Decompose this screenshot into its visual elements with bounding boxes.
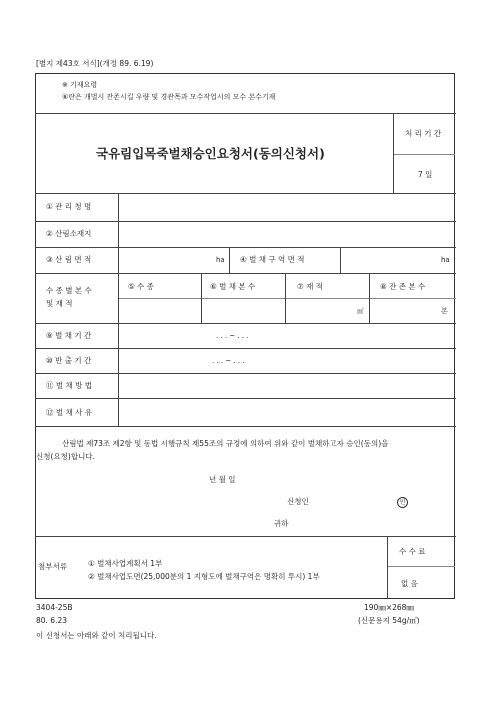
processing-period-value: 7 일 xyxy=(418,170,433,179)
harvest-area-label: ④ 벌 채 구 역 면 적 xyxy=(240,255,305,264)
remaining-unit: 본 xyxy=(441,307,448,315)
harvest-reason-label: ⑫ 벌 채 사 유 xyxy=(46,408,93,417)
species-label-2: 및 재 적 xyxy=(46,299,73,308)
harvest-period-value: . . . ~ . . . xyxy=(216,332,249,340)
divider xyxy=(35,273,456,274)
paper-type: (신문용지 54g/㎡) xyxy=(358,616,420,625)
divider xyxy=(35,398,456,399)
divider xyxy=(35,323,456,324)
agency-label: ① 관 리 청 명 xyxy=(46,202,92,211)
divider xyxy=(369,273,370,323)
divider xyxy=(393,154,455,155)
divider xyxy=(387,536,388,599)
divider xyxy=(393,113,394,193)
divider xyxy=(387,566,455,567)
forest-area-label: ③ 산 림 면 적 xyxy=(46,255,92,264)
divider xyxy=(35,348,456,349)
statement-text: 산림법 제73조 제2항 및 동법 시행규칙 제55조의 규정에 의하여 위와 같이 벌채하고자 승인(동의)을 xyxy=(62,439,389,448)
divider xyxy=(35,247,456,248)
volume-header: ⑦ 재 적 xyxy=(297,282,323,291)
form-date: 80. 6.23 xyxy=(36,616,68,625)
tree-count-header: ⑥ 벌 채 본 수 xyxy=(210,282,256,291)
divider xyxy=(35,193,456,194)
harvest-area-unit: ha xyxy=(441,256,450,264)
species-header: ⑤ 수 종 xyxy=(128,282,154,291)
volume-unit: ㎥ xyxy=(357,307,364,315)
divider xyxy=(118,298,456,299)
harvest-period-label: ⑨ 벌 채 기 간 xyxy=(46,331,92,340)
export-period-value: . . . ~ . . . xyxy=(212,357,245,365)
fee-label: 수 수 료 xyxy=(399,547,426,556)
divider xyxy=(35,373,456,374)
export-period-label: ⑩ 반 출 기 간 xyxy=(46,356,92,365)
remaining-count-header: ⑧ 잔 존 본 수 xyxy=(380,282,426,291)
attachment-item-2: ② 벌채사업도면(25,000분의 1 지형도에 벌채구역은 명확히 투시) 1부 xyxy=(88,572,320,581)
divider xyxy=(285,273,286,323)
divider xyxy=(340,247,341,273)
form-title: 국유림입목죽벌채승인요청서(동의신청서) xyxy=(96,146,325,161)
divider xyxy=(35,221,456,222)
attachments-label: 첨부서류 xyxy=(38,562,67,571)
divider xyxy=(229,247,230,273)
instructions-text: ⑥란은 개벌시 잔존시킬 우량 및 경관목과 모수작업시의 모수 본수기재 xyxy=(62,93,276,101)
forest-location-label: ② 산림소재지 xyxy=(46,229,92,238)
harvest-method-label: ⑪ 벌 채 방 법 xyxy=(46,381,93,390)
recipient-label: 귀하 xyxy=(274,519,289,528)
divider xyxy=(118,193,119,426)
form-code: 3404-25B xyxy=(36,603,73,612)
form-number: [별지 제43호 서식](개정 89. 6.19) xyxy=(36,59,154,68)
species-label: 수 종 별 본 수 xyxy=(46,286,92,295)
forest-area-unit: ha xyxy=(216,256,225,264)
processing-note: 이 신청서는 아래와 같이 처리됩니다. xyxy=(36,631,157,640)
fee-value: 없 음 xyxy=(401,579,418,588)
attachment-item: ① 벌채사업계획서 1부 xyxy=(88,559,163,568)
applicant-label: 신청인 xyxy=(287,497,309,506)
processing-period-label: 처 리 기 간 xyxy=(405,129,442,138)
paper-size: 190㎜×268㎜ xyxy=(364,603,414,612)
instructions-title: ※ 기재요령 xyxy=(62,81,98,89)
divider xyxy=(35,426,456,427)
divider xyxy=(35,536,456,537)
application-date: 년 월 일 xyxy=(209,475,236,484)
seal-mark: 인 xyxy=(397,497,408,508)
statement-text-2: 신청(요청)합니다. xyxy=(36,452,95,461)
divider xyxy=(201,273,202,323)
